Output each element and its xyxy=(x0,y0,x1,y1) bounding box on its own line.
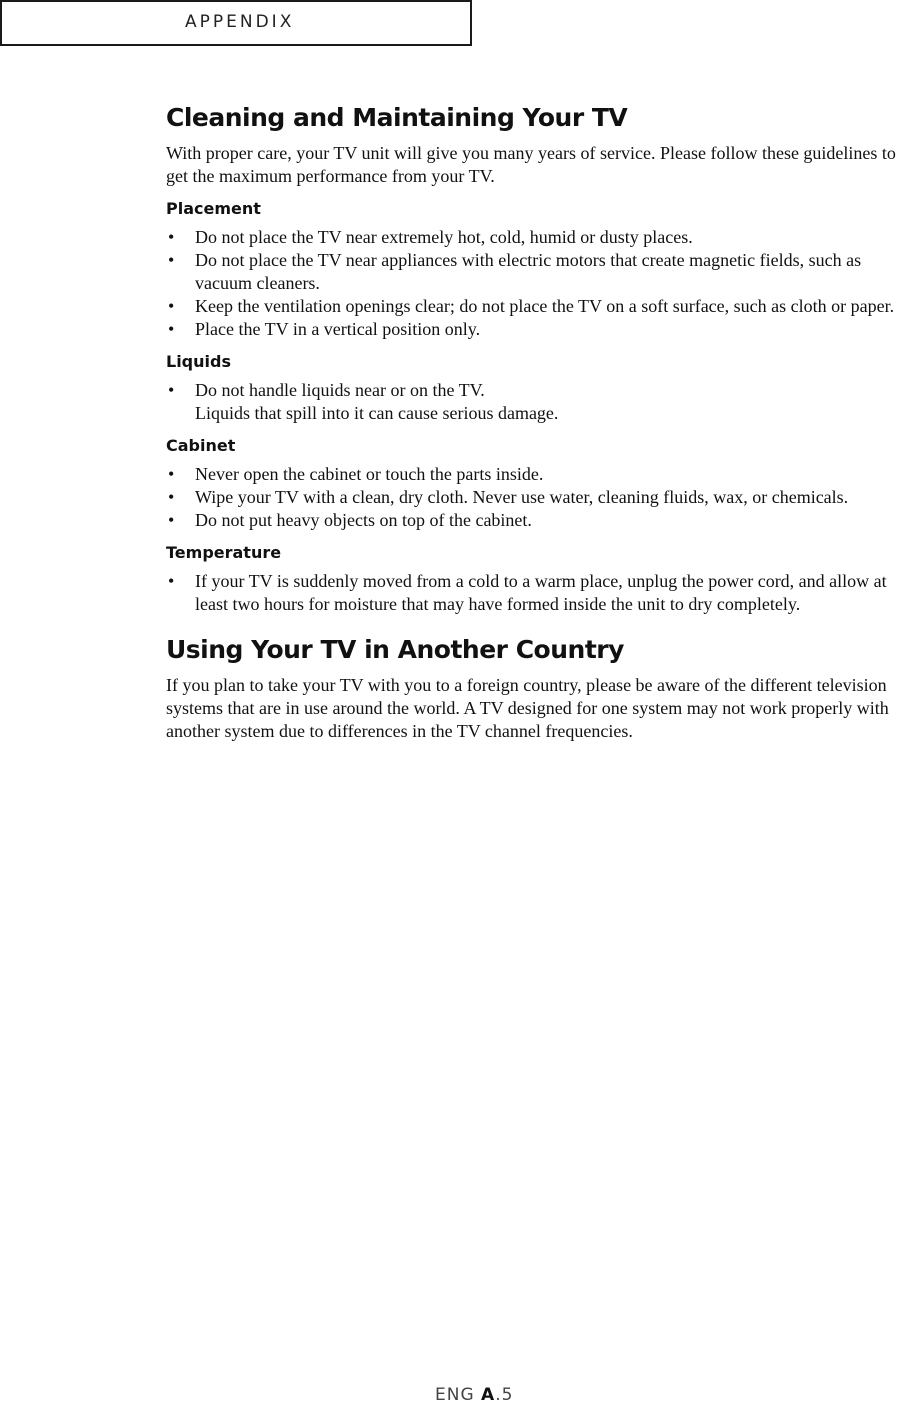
bullet: • xyxy=(168,296,175,316)
bullet: • xyxy=(168,510,175,530)
list-item-text: Place the TV in a vertical position only. xyxy=(195,319,481,339)
cleaning-title: Cleaning and Maintaining Your TV xyxy=(166,103,628,132)
list-item xyxy=(166,570,907,616)
list-item xyxy=(166,509,907,532)
bullet: • xyxy=(168,250,175,270)
another-country-body: If you plan to take your TV with you to a foreign country, please be aware of the different television systems that are in use around the world. A TV designed for one system may not work properly with another system due to differences in the TV channel frequencies. xyxy=(166,675,889,741)
placement-heading: Placement xyxy=(166,199,261,218)
placement-list xyxy=(166,226,907,341)
list-item-text: Wipe your TV with a clean, dry cloth. Never use water, cleaning fluids, wax, or chemicals. xyxy=(195,487,849,507)
list-item-text-line2: Liquids that spill into it can cause serious damage. xyxy=(195,403,559,423)
temperature-list xyxy=(166,570,907,616)
list-item-text: Do not place the TV near appliances with electric motors that create magnetic fields, such as vacuum cleaners. xyxy=(195,250,862,293)
cabinet-heading: Cabinet xyxy=(166,436,236,455)
bullet: • xyxy=(168,227,175,247)
bullet: • xyxy=(168,571,175,591)
another-country-title: Using Your TV in Another Country xyxy=(166,635,624,664)
list-item xyxy=(166,318,907,341)
list-item xyxy=(166,249,907,295)
temperature-heading: Temperature xyxy=(166,543,282,562)
bullet: • xyxy=(168,464,175,484)
bullet: • xyxy=(168,487,175,507)
list-item-text: If your TV is suddenly moved from a cold to a warm place, unplug the power cord, and allow at least two hours for moisture that may have formed inside the unit to dry completely. xyxy=(195,571,887,614)
list-item-text: Do not place the TV near extremely hot, cold, humid or dusty places. xyxy=(195,227,693,247)
cleaning-intro: With proper care, your TV unit will give you many years of service. Please follow these guidelines to get the maximum performance from your TV. xyxy=(166,143,896,186)
bullet: • xyxy=(168,319,175,339)
list-item-text: Never open the cabinet or touch the parts inside. xyxy=(195,464,544,484)
list-item xyxy=(166,226,907,249)
list-item xyxy=(166,379,907,425)
list-item-text: Do not handle liquids near or on the TV. xyxy=(195,380,485,400)
list-item xyxy=(166,295,907,318)
page-content xyxy=(166,96,907,743)
liquids-heading: Liquids xyxy=(166,352,231,371)
list-item xyxy=(166,463,907,486)
footer-section: A xyxy=(481,1385,496,1405)
list-item-text: Keep the ventilation openings clear; do not place the TV on a soft surface, such as cloth or paper. xyxy=(195,296,895,316)
footer-page: .5 xyxy=(495,1385,514,1405)
list-item xyxy=(166,486,907,509)
footer-lang: ENG xyxy=(435,1385,482,1405)
bullet: • xyxy=(168,380,175,400)
section-tab xyxy=(0,0,472,46)
cabinet-list xyxy=(166,463,907,532)
list-item-text: Do not put heavy objects on top of the cabinet. xyxy=(195,510,532,530)
liquids-list xyxy=(166,379,907,425)
section-label: APPENDIX xyxy=(185,12,295,32)
page-number xyxy=(435,1385,513,1405)
